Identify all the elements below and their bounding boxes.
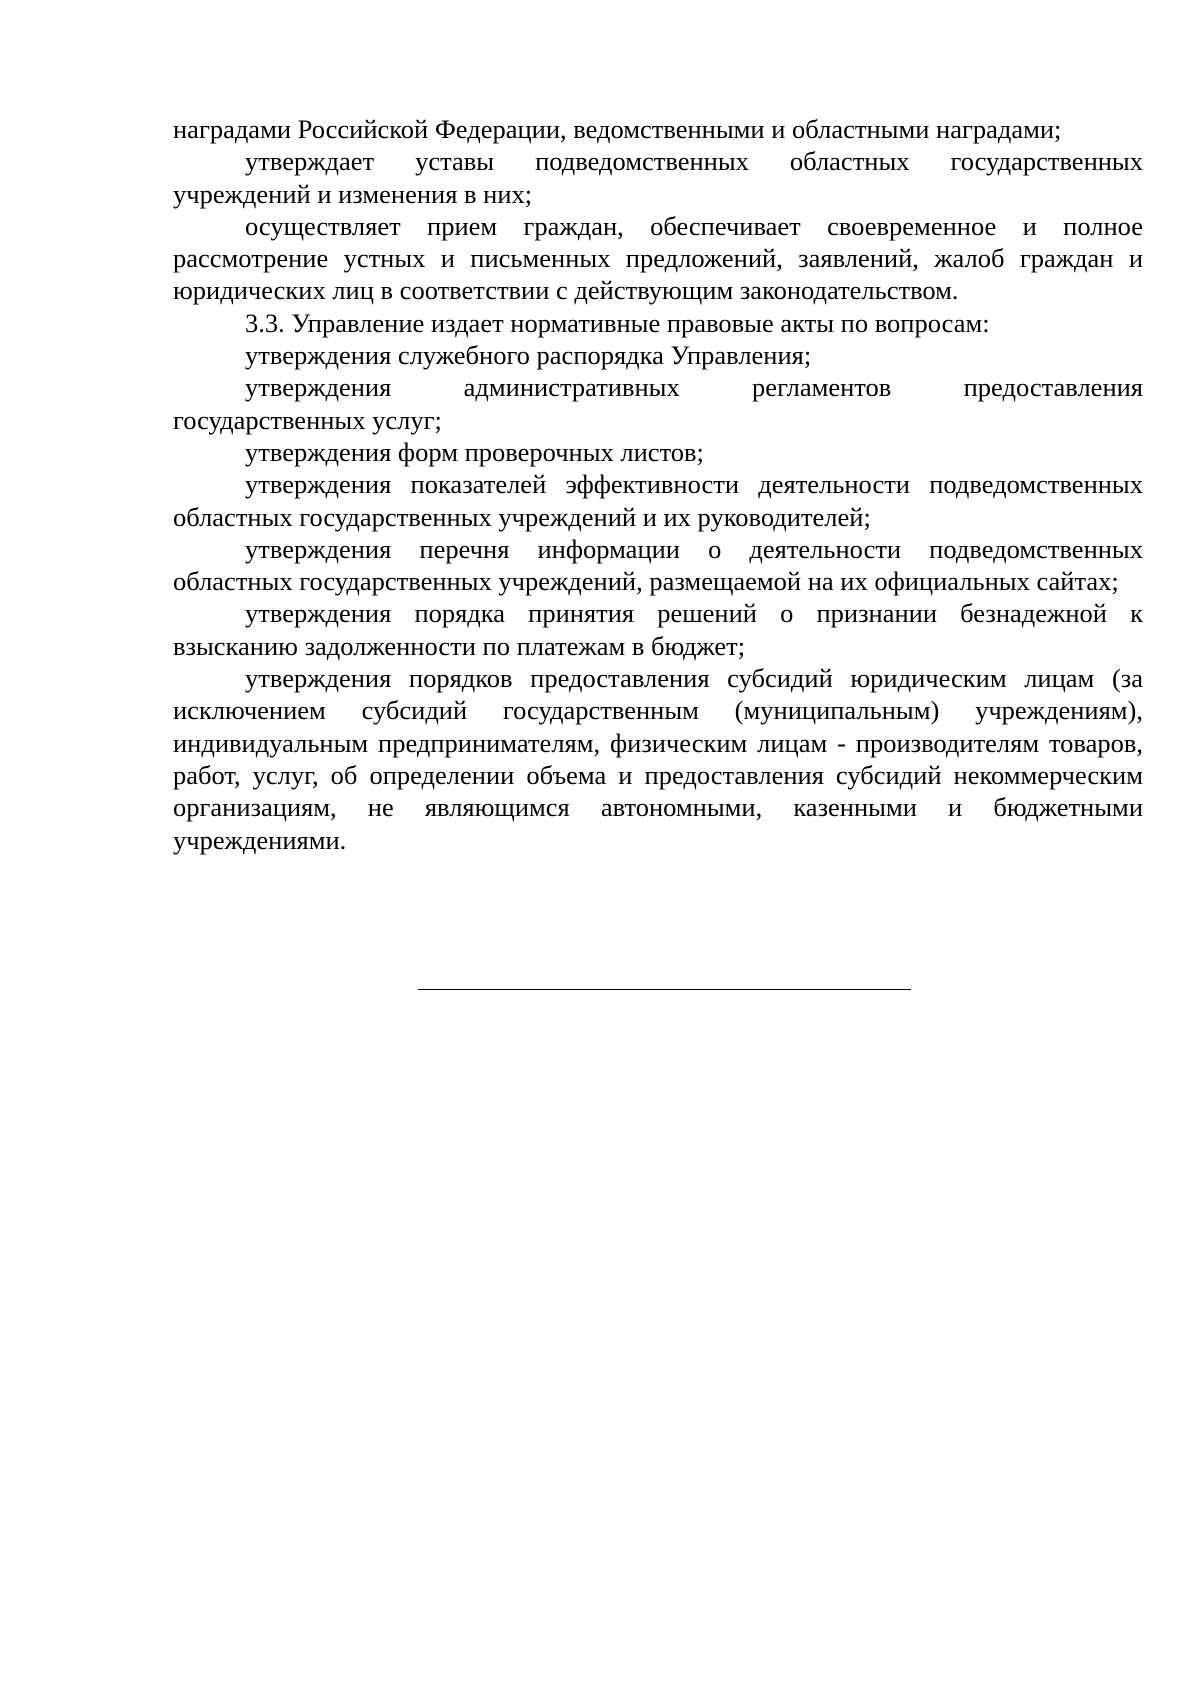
paragraph-approves-charters: утверждает уставы подведомственных областных государственных учреждений и изменения в них; (173, 146, 1143, 209)
paragraph-citizen-reception: осуществляет прием граждан, обеспечивает своевременное и полное рассмотрение устных и письменных предложений, заявлений, жалоб граждан и юридических лиц в соответствии с действующим законодательством. (173, 210, 1143, 306)
paragraph-efficiency-indicators: утверждения показателей эффективности деятельности подведомственных областных государственных учреждений и их руководителей; (173, 469, 1143, 532)
paragraph-subsidies-procedure: утверждения порядков предоставления субсидий юридическим лицам (за исключением субсидий государственным (муниципальным) учреждениям), индивидуальным предпринимателям, физическим лицам - производителям товаров, работ, услуг, об определении объема и предоставления субсидий некоммерческим организациям, не являющимся автономными, казенными и бюджетными учреждениями. (173, 663, 1143, 855)
paragraph-section-3-3: 3.3. Управление издает нормативные правовые акты по вопросам: (245, 307, 990, 338)
paragraph-service-schedule: утверждения служебного распорядка Управления; (245, 340, 812, 371)
paragraph-awards: наградами Российской Федерации, ведомственными и областными наградами; (173, 114, 1062, 144)
paragraph-bad-debt-procedure: утверждения порядка принятия решений о признании безнадежной к взысканию задолженности по платежам в бюджет; (173, 598, 1143, 661)
paragraph-information-list: утверждения перечня информации о деятельности подведомственных областных государственных учреждений, размещаемой на их официальных сайтах; (173, 533, 1143, 597)
document-body (173, 113, 1143, 856)
end-separator-line (418, 989, 911, 990)
paragraph-checklist-forms: утверждения форм проверочных листов; (245, 436, 704, 467)
paragraph-administrative-regulations: утверждения административных регламентов предоставления государственных услуг; (173, 372, 1143, 435)
